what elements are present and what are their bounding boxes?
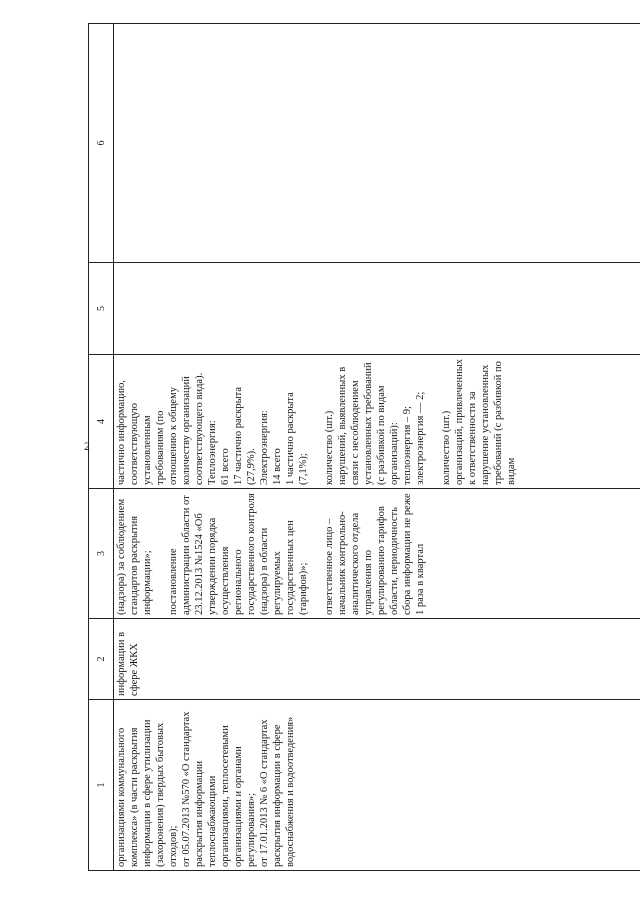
col4-text-4: Электроэнергия: (259, 410, 270, 485)
col4-text-9: электроэнергия — 2; (415, 391, 426, 485)
col4-text-0: частично информацию, соответствующую установленным требованиям (по отношению к общему количеству организаций соответствующего вида). (116, 372, 205, 485)
cell-col-2 (114, 619, 640, 700)
cell-col-1 (114, 700, 640, 871)
col4-text-5: 14 всего (272, 448, 283, 485)
col3-text-2: ответственное лицо – начальник контрольно-аналитического отдела управления по регулированию тарифов области, периодичность сбора информации не реже 1 раза в квартал (324, 493, 426, 615)
col1-text-0: организациями коммунального комплекса» (в части раскрытия информации в сфере утилизации (захоронения) твердых бытовых отходов); (116, 719, 179, 867)
col4-text-7: количество (шт.) нарушений, выявленных в связи с несоблюдением установленных требований (с разбивкой по видам организаций): (324, 362, 400, 485)
header-col-6: 6 (89, 24, 114, 263)
col4-text-6: 1 частично раскрыта (7,1%); (285, 392, 309, 485)
cell-col-5 (114, 263, 640, 355)
col4-text-2: 61 всего (220, 448, 231, 485)
col1-text-2: от 17.01.2013 № 6 «О стандартах раскрытия информации в сфере водоснабжения и водоотведения» (259, 716, 296, 867)
header-col-3: 3 (89, 489, 114, 619)
table-header-row (89, 24, 114, 871)
rotated-table-wrapper (88, 24, 640, 871)
col4-text-1: Теплоэнергия: (207, 420, 218, 485)
header-col-4: 4 (89, 355, 114, 489)
col4-text-3: 17 частично раскрыта (27,9%). (233, 386, 257, 485)
col3-text-1: постановление администрации области от 23.12.2013 №1524 «Об утверждении порядка осуществления регионального государственного контроля (надзора) в области регулируемых государственных цен (тарифов)»; (168, 493, 309, 615)
cell-col-3 (114, 489, 640, 619)
col4-text-10: количество (шт.) организаций, привлеченных к ответственности за нарушение установленных требований (с разбивкой по видам (441, 358, 517, 485)
cell-col-6 (114, 24, 640, 263)
col3-text-0: (надзора) за соблюдением стандартов раскрытия информации»; (116, 498, 153, 615)
page-number: 2 (84, 439, 90, 453)
col1-text-1: от 05.07.2013 №570 «О стандартах раскрытия информации теплоснабжающими организациями, теплосетевыми организациями и органами регулирования»; (181, 711, 257, 867)
cell-col-4 (114, 355, 640, 489)
col4-text-8: теплоэнергия – 9; (402, 406, 413, 485)
table-row (114, 24, 640, 871)
col2-text-0: информации в сфере ЖКХ (116, 631, 140, 696)
data-table (88, 23, 640, 871)
header-col-5: 5 (89, 263, 114, 355)
header-col-1: 1 (89, 700, 114, 871)
header-col-2: 2 (89, 619, 114, 700)
